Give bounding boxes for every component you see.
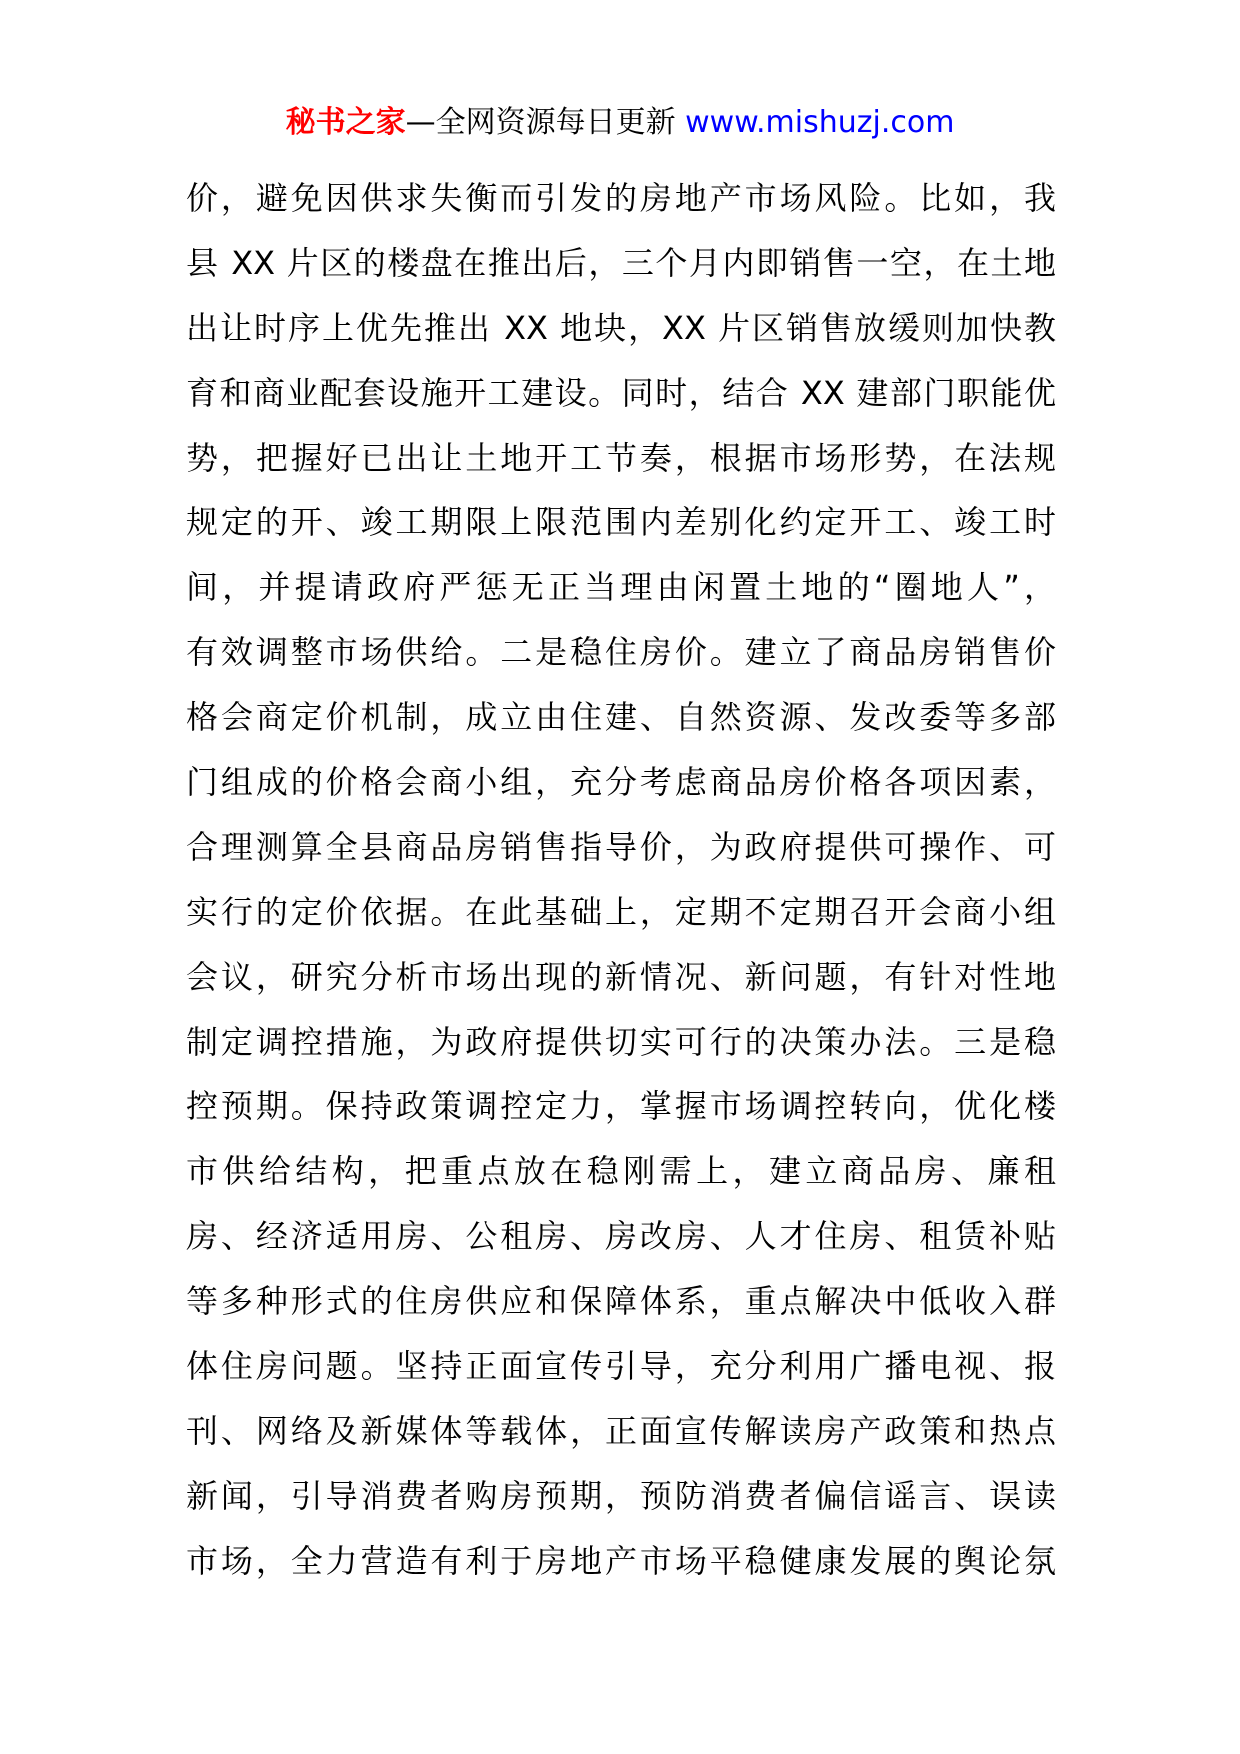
text-line: 间，并提请政府严惩无正当理由闲置土地的“圈地人”，: [186, 568, 1056, 607]
text-line: 房、经济适用房、公租房、房改房、人才住房、租赁补贴: [186, 1217, 1056, 1256]
text-line: 控预期。保持政策调控定力，掌握市场调控转向，优化楼: [186, 1087, 1056, 1126]
text-line: 规定的开、竣工期限上限范围内差别化约定开工、竣工时: [186, 503, 1056, 542]
text-line: 合理测算全县商品房销售指导价，为政府提供可操作、可: [186, 827, 1056, 866]
text-line: 价，避免因供求失衡而引发的房地产市场风险。比如，我: [186, 179, 1056, 217]
text-line: 格会商定价机制，成立由住建、自然资源、发改委等多部: [186, 698, 1056, 737]
text-line: 等多种形式的住房供应和保障体系，重点解决中低收入群: [186, 1282, 1056, 1321]
text-line: 会议，研究分析市场出现的新情况、新问题，有针对性地: [186, 957, 1056, 996]
site-url-link[interactable]: www.mishuzj.com: [685, 105, 955, 140]
text-line: 新闻，引导消费者购房预期，预防消费者偏信谣言、误读: [186, 1476, 1056, 1515]
header-tagline: —全网资源每日更新: [405, 105, 686, 140]
body-paragraph: [186, 166, 1056, 1594]
text-line: 出让时序上优先推出 XX 地块，XX 片区销售放缓则加快教: [186, 308, 1056, 347]
text-line: 市场，全力营造有利于房地产市场平稳健康发展的舆论氛: [186, 1541, 1056, 1580]
text-line: 实行的定价依据。在此基础上，定期不定期召开会商小组: [186, 892, 1056, 931]
text-line: 有效调整市场供给。二是稳住房价。建立了商品房销售价: [186, 633, 1056, 672]
text-line: 刊、网络及新媒体等载体，正面宣传解读房产政策和热点: [186, 1411, 1056, 1450]
site-name: 秘书之家: [285, 105, 406, 140]
text-line: 制定调控措施，为政府提供切实可行的决策办法。三是稳: [186, 1022, 1056, 1061]
text-line: 体住房问题。坚持正面宣传引导，充分利用广播电视、报: [186, 1347, 1056, 1386]
text-line: 市供给结构，把重点放在稳刚需上，建立商品房、廉租: [186, 1152, 1056, 1191]
page-header: [0, 103, 1240, 143]
text-line: 门组成的价格会商小组，充分考虑商品房价格各项因素，: [186, 763, 1056, 802]
text-line: 育和商业配套设施开工建设。同时，结合 XX 建部门职能优: [186, 373, 1056, 412]
text-line: 势，把握好已出让土地开工节奏，根据市场形势，在法规: [186, 438, 1056, 477]
text-line: 县 XX 片区的楼盘在推出后，三个月内即销售一空，在土地: [186, 243, 1056, 282]
